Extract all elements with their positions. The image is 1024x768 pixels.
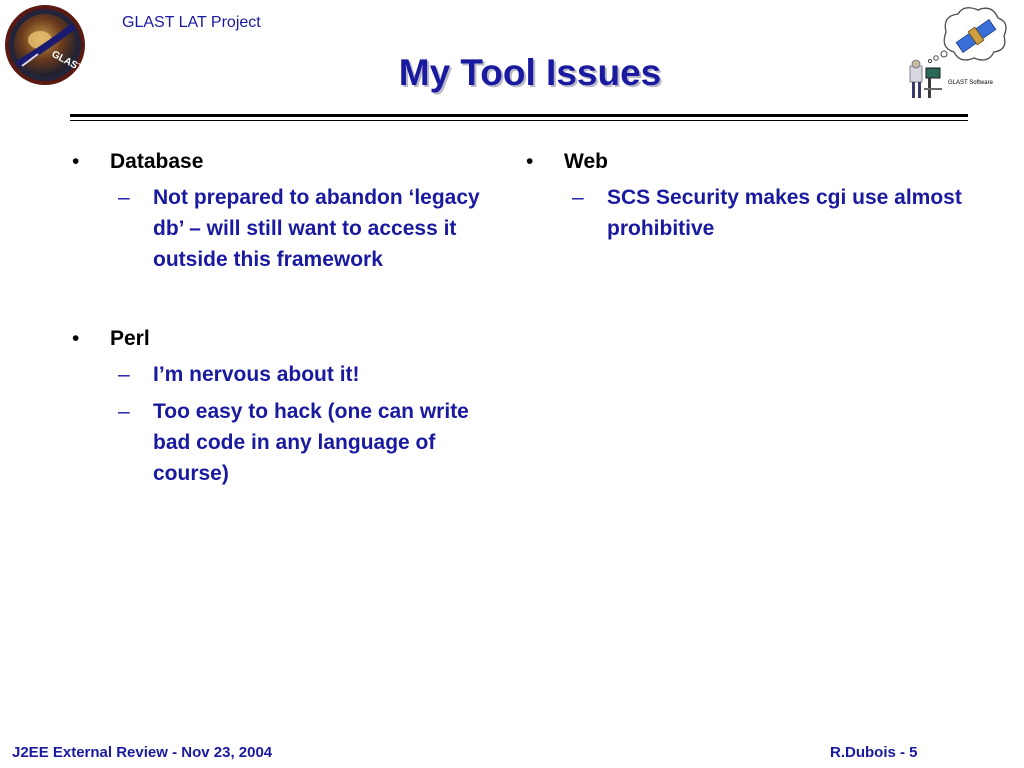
bullet-marker: •	[526, 150, 534, 173]
sub-bullet-marker: –	[118, 400, 130, 423]
sub-bullet-marker: –	[118, 363, 130, 386]
bullet-web	[526, 148, 966, 176]
glast-software-satellite-icon	[900, 2, 1012, 102]
title-divider	[70, 114, 968, 117]
sub-bullet-marker: –	[118, 186, 130, 209]
bullet-marker: •	[72, 327, 80, 350]
left-column	[72, 148, 512, 495]
bullet-perl	[72, 325, 512, 353]
sub-bullet-text: I’m nervous about it!	[153, 363, 360, 386]
svg-text:GLAST Software: GLAST Software	[948, 80, 993, 86]
glast-software-logo	[900, 2, 1012, 102]
bullet-heading: Web	[564, 150, 608, 173]
sub-bullet	[572, 182, 966, 244]
bullet-database	[72, 148, 512, 176]
sub-bullet-text: Not prepared to abandon ‘legacy db’ – will still want to access it outside this framework	[153, 186, 480, 271]
bullet-marker: •	[72, 150, 80, 173]
sub-bullet-text: Too easy to hack (one can write bad code in any language of course)	[153, 400, 469, 485]
right-column	[526, 148, 966, 250]
bullet-heading: Database	[110, 150, 204, 173]
project-label: GLAST LAT Project	[122, 14, 261, 31]
footer-event: J2EE External Review - Nov 23, 2004	[12, 744, 273, 761]
sub-bullet-text: SCS Security makes cgi use almost prohibitive	[607, 186, 962, 240]
slide-title: My Tool Issues	[398, 52, 662, 93]
bullet-heading: Perl	[110, 327, 150, 350]
footer-page-number: R.Dubois - 5	[830, 744, 918, 761]
sub-bullet-marker: –	[572, 186, 584, 209]
svg-text:GLAST: GLAST	[49, 48, 85, 75]
sub-bullet	[118, 182, 512, 275]
title-divider-thin	[70, 120, 968, 121]
sub-bullet	[118, 359, 512, 390]
sub-bullet	[118, 396, 512, 489]
